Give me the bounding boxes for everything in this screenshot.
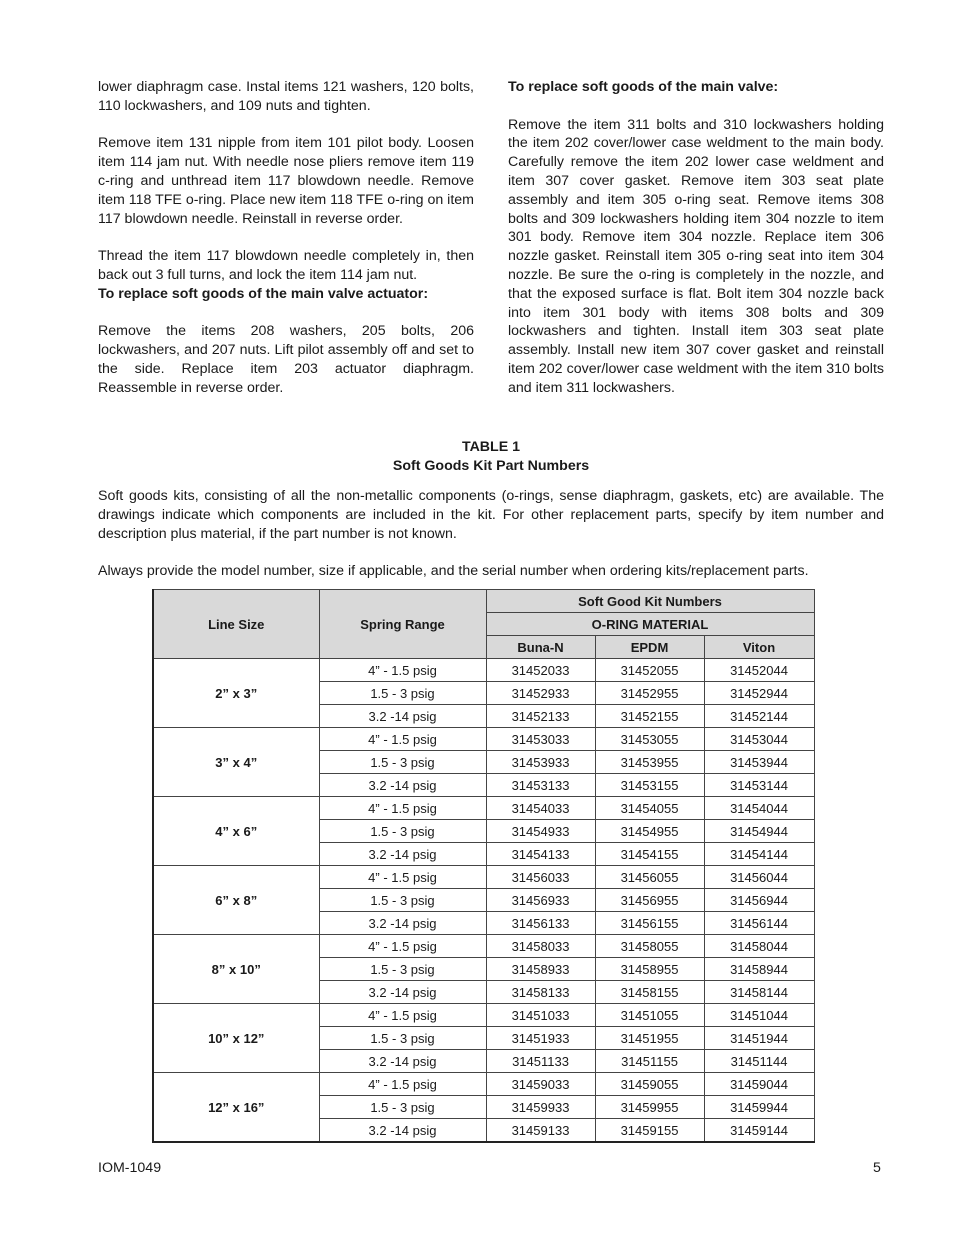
soft-goods-kit-table xyxy=(152,589,815,1143)
epdm-kit-cell: 31458155 xyxy=(595,981,704,1004)
epdm-kit-cell: 31454955 xyxy=(595,820,704,843)
table-row xyxy=(153,1004,814,1027)
line-size-cell: 8” x 10” xyxy=(153,935,319,1004)
buna-n-kit-cell: 31459133 xyxy=(486,1119,595,1143)
table-caption xyxy=(0,438,954,476)
spring-range-cell: 3.2 -14 psig xyxy=(319,1119,486,1143)
spring-range-cell: 4” - 1.5 psig xyxy=(319,1004,486,1027)
epdm-kit-cell: 31456155 xyxy=(595,912,704,935)
epdm-kit-cell: 31452955 xyxy=(595,682,704,705)
viton-kit-cell: 31459044 xyxy=(704,1073,814,1096)
right-column xyxy=(508,78,884,416)
buna-n-kit-cell: 31459033 xyxy=(486,1073,595,1096)
spring-range-cell: 4” - 1.5 psig xyxy=(319,866,486,889)
spring-range-cell: 4” - 1.5 psig xyxy=(319,797,486,820)
table-row xyxy=(153,935,814,958)
epdm-kit-cell: 31459955 xyxy=(595,1096,704,1119)
spring-range-cell: 3.2 -14 psig xyxy=(319,843,486,866)
header-line-size: Line Size xyxy=(153,590,319,659)
table-row xyxy=(153,866,814,889)
viton-kit-cell: 31451944 xyxy=(704,1027,814,1050)
buna-n-kit-cell: 31454033 xyxy=(486,797,595,820)
viton-kit-cell: 31456144 xyxy=(704,912,814,935)
buna-n-kit-cell: 31452933 xyxy=(486,682,595,705)
epdm-kit-cell: 31454155 xyxy=(595,843,704,866)
buna-n-kit-cell: 31458033 xyxy=(486,935,595,958)
spring-range-cell: 1.5 - 3 psig xyxy=(319,820,486,843)
line-size-cell: 12” x 16” xyxy=(153,1073,319,1143)
epdm-kit-cell: 31451955 xyxy=(595,1027,704,1050)
epdm-kit-cell: 31456955 xyxy=(595,889,704,912)
buna-n-kit-cell: 31451133 xyxy=(486,1050,595,1073)
viton-kit-cell: 31453144 xyxy=(704,774,814,797)
viton-kit-cell: 31452044 xyxy=(704,659,814,682)
table-title: TABLE 1 xyxy=(461,439,521,455)
spring-range-cell: 3.2 -14 psig xyxy=(319,912,486,935)
actuator-section-heading: To replace soft goods of the main valve actuator: xyxy=(98,285,429,302)
buna-n-kit-cell: 31451033 xyxy=(486,1004,595,1027)
epdm-kit-cell: 31459155 xyxy=(595,1119,704,1143)
epdm-kit-cell: 31452055 xyxy=(595,659,704,682)
buna-n-kit-cell: 31456933 xyxy=(486,889,595,912)
main-valve-section-heading: To replace soft goods of the main valve: xyxy=(508,79,779,95)
viton-kit-cell: 31456944 xyxy=(704,889,814,912)
table-row xyxy=(153,659,814,682)
header-epdm: EPDM xyxy=(595,636,704,659)
spring-range-cell: 1.5 - 3 psig xyxy=(319,1027,486,1050)
spring-range-cell: 4” - 1.5 psig xyxy=(319,1073,486,1096)
epdm-kit-cell: 31452155 xyxy=(595,705,704,728)
buna-n-kit-cell: 31452133 xyxy=(486,705,595,728)
buna-n-kit-cell: 31454933 xyxy=(486,820,595,843)
viton-kit-cell: 31452144 xyxy=(704,705,814,728)
spring-range-cell: 1.5 - 3 psig xyxy=(319,751,486,774)
buna-n-kit-cell: 31458933 xyxy=(486,958,595,981)
spring-range-cell: 1.5 - 3 psig xyxy=(319,1096,486,1119)
epdm-kit-cell: 31454055 xyxy=(595,797,704,820)
epdm-kit-cell: 31451155 xyxy=(595,1050,704,1073)
buna-n-kit-cell: 31456033 xyxy=(486,866,595,889)
spring-range-cell: 1.5 - 3 psig xyxy=(319,889,486,912)
epdm-kit-cell: 31453055 xyxy=(595,728,704,751)
viton-kit-cell: 31453044 xyxy=(704,728,814,751)
table-row xyxy=(153,797,814,820)
viton-kit-cell: 31453944 xyxy=(704,751,814,774)
header-buna-n: Buna-N xyxy=(486,636,595,659)
ordering-note: Always provide the model number, size if applicable, and the serial number when ordering kits/replacement parts. xyxy=(98,563,809,579)
spring-range-cell: 1.5 - 3 psig xyxy=(319,958,486,981)
viton-kit-cell: 31454944 xyxy=(704,820,814,843)
viton-kit-cell: 31459144 xyxy=(704,1119,814,1143)
line-size-cell: 2” x 3” xyxy=(153,659,319,728)
buna-n-kit-cell: 31453033 xyxy=(486,728,595,751)
viton-kit-cell: 31456044 xyxy=(704,866,814,889)
viton-kit-cell: 31454144 xyxy=(704,843,814,866)
viton-kit-cell: 31459944 xyxy=(704,1096,814,1119)
buna-n-kit-cell: 31453133 xyxy=(486,774,595,797)
right-paragraph-1: Remove the item 311 bolts and 310 lockwashers holding the item 202 cover/lower case weldment to the main body. Carefully remove the item 202 lower case weldment and item 307 cover gasket. Remove item 303 seat plate assembly and item 305 o-ring seat. Remove items 308 bolts and 309 lockwashers holding item 304 nozzle to item 301 body. Remove item 304 nozzle. Replace item 306 nozzle gasket. Reinstall item 305 o-ring seat into item 304 nozzle. Be sure the o-ring is completely in the nozzle, and that the exposed surface is flat. Bolt item 304 nozzle back into item 301 body with items 308 bolts and 309 lockwashers and tighten. Install item 303 seat plate assembly. Install new item 307 cover gasket and reinstall item 202 cover/lower case weldment with the item 310 bolts and item 311 lockwashers. xyxy=(508,116,884,396)
buna-n-kit-cell: 31452033 xyxy=(486,659,595,682)
buna-n-kit-cell: 31454133 xyxy=(486,843,595,866)
header-spring-range: Spring Range xyxy=(319,590,486,659)
header-kit-numbers: Soft Good Kit Numbers xyxy=(486,590,814,613)
line-size-cell: 3” x 4” xyxy=(153,728,319,797)
viton-kit-cell: 31458144 xyxy=(704,981,814,1004)
buna-n-kit-cell: 31453933 xyxy=(486,751,595,774)
spring-range-cell: 4” - 1.5 psig xyxy=(319,728,486,751)
epdm-kit-cell: 31456055 xyxy=(595,866,704,889)
epdm-kit-cell: 31458055 xyxy=(595,935,704,958)
viton-kit-cell: 31458944 xyxy=(704,958,814,981)
spring-range-cell: 3.2 -14 psig xyxy=(319,1050,486,1073)
epdm-kit-cell: 31453955 xyxy=(595,751,704,774)
header-oring-material: O-RING MATERIAL xyxy=(486,613,814,636)
viton-kit-cell: 31452944 xyxy=(704,682,814,705)
table-row xyxy=(153,728,814,751)
header-viton: Viton xyxy=(704,636,814,659)
line-size-cell: 4” x 6” xyxy=(153,797,319,866)
buna-n-kit-cell: 31459933 xyxy=(486,1096,595,1119)
viton-kit-cell: 31458044 xyxy=(704,935,814,958)
spring-range-cell: 3.2 -14 psig xyxy=(319,705,486,728)
viton-kit-cell: 31454044 xyxy=(704,797,814,820)
left-column xyxy=(98,78,474,416)
table-subtitle: Soft Goods Kit Part Numbers xyxy=(392,458,590,474)
line-size-cell: 10” x 12” xyxy=(153,1004,319,1073)
viton-kit-cell: 31451044 xyxy=(704,1004,814,1027)
left-paragraph-1: lower diaphragm case. Instal items 121 washers, 120 bolts, 110 lockwashers, and 109 nuts and tighten. xyxy=(98,79,474,114)
table-row xyxy=(153,1073,814,1096)
epdm-kit-cell: 31459055 xyxy=(595,1073,704,1096)
spring-range-cell: 1.5 - 3 psig xyxy=(319,682,486,705)
epdm-kit-cell: 31451055 xyxy=(595,1004,704,1027)
spring-range-cell: 3.2 -14 psig xyxy=(319,774,486,797)
buna-n-kit-cell: 31458133 xyxy=(486,981,595,1004)
epdm-kit-cell: 31453155 xyxy=(595,774,704,797)
page-number: 5 xyxy=(873,1160,881,1176)
left-paragraph-2: Remove item 131 nipple from item 101 pilot body. Loosen item 114 jam nut. With needle nose pliers remove item 119 c-ring and unthread item 117 blowdown needle. Remove item 118 TFE o-ring. Place new item 118 TFE o-ring on item 117 blowdown needle. Reinstall in reverse order. xyxy=(98,135,474,227)
viton-kit-cell: 31451144 xyxy=(704,1050,814,1073)
kits-intro-paragraph: Soft goods kits, consisting of all the non-metallic components (o-rings, sense diaphragm, gaskets, etc) are available. The drawings indicate which components are included in the kit. For other replacement parts, specify by item number and description plus material, if the part number is not known. xyxy=(98,488,884,542)
document-id: IOM-1049 xyxy=(98,1160,162,1176)
buna-n-kit-cell: 31456133 xyxy=(486,912,595,935)
buna-n-kit-cell: 31451933 xyxy=(486,1027,595,1050)
spring-range-cell: 4” - 1.5 psig xyxy=(319,935,486,958)
spring-range-cell: 4” - 1.5 psig xyxy=(319,659,486,682)
left-paragraph-4: Remove the items 208 washers, 205 bolts, 206 lockwashers, and 207 nuts. Lift pilot assembly off and set to the side. Replace item 203 actuator diaphragm. Reassemble in reverse order. xyxy=(98,323,474,396)
spring-range-cell: 3.2 -14 psig xyxy=(319,981,486,1004)
left-paragraph-3: Thread the item 117 blowdown needle completely in, then back out 3 full turns, and lock the item 114 jam nut. xyxy=(98,248,474,283)
epdm-kit-cell: 31458955 xyxy=(595,958,704,981)
kit-table-body xyxy=(153,659,814,1143)
line-size-cell: 6” x 8” xyxy=(153,866,319,935)
